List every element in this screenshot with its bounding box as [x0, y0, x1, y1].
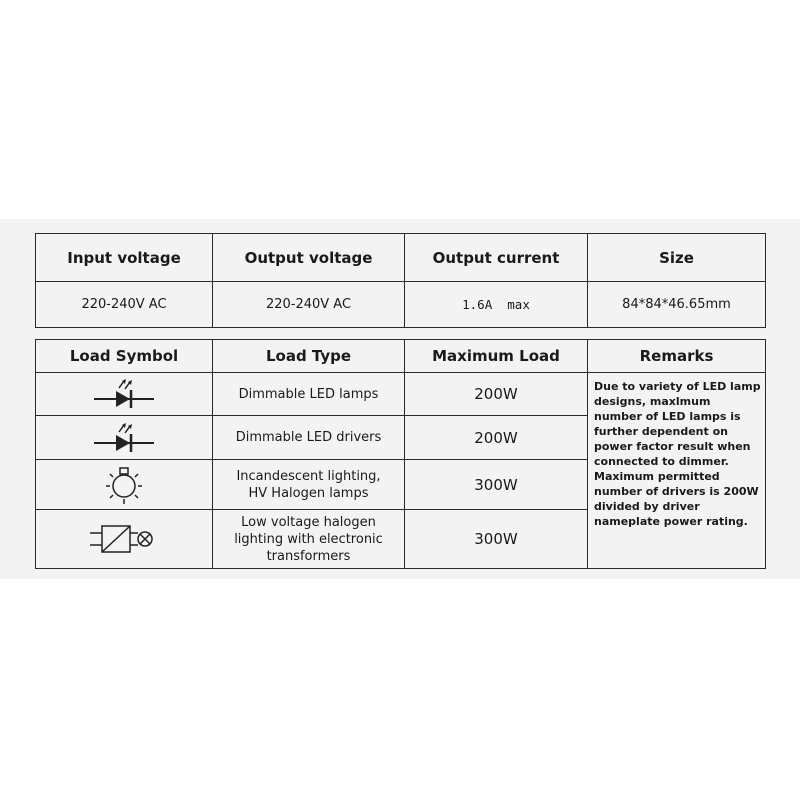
max-load-value: 200W — [405, 373, 588, 416]
max-load-value: 300W — [405, 460, 588, 510]
transformer-lamp-icon — [88, 519, 160, 559]
load-symbol-cell — [36, 460, 213, 510]
maximum-load-header: Maximum Load — [405, 340, 588, 373]
load-type-cell — [213, 373, 405, 416]
size-header: Size — [588, 234, 766, 282]
led-lamp-icon — [92, 379, 156, 409]
load-type-line: HV Halogen lamps — [248, 485, 369, 501]
load-type-line: Low voltage halogen — [241, 514, 376, 530]
load-symbol-cell — [36, 510, 213, 569]
load-header-row — [36, 340, 766, 373]
output-voltage-header: Output voltage — [213, 234, 405, 282]
load-type-line: Dimmable LED drivers — [235, 430, 382, 445]
load-symbol-cell — [36, 416, 213, 460]
remarks-header: Remarks — [588, 340, 766, 373]
size-value: 84*84*46.65mm — [588, 282, 766, 328]
load-row — [36, 373, 766, 416]
output-voltage-value: 220-240V AC — [213, 282, 405, 328]
load-type-line: Dimmable LED lamps — [238, 386, 379, 402]
incandescent-bulb-icon — [102, 465, 146, 505]
spec-header-row — [36, 234, 766, 282]
max-load-value: 300W — [405, 510, 588, 569]
load-symbol-header: Load Symbol — [36, 340, 213, 373]
remarks-paragraph: Due to variety of LED lamp designs, maxlmum number of LED lamps is further dependent on power factor result when connected to dimmer. — [594, 380, 761, 468]
input-voltage-header: Input voltage — [36, 234, 213, 282]
input-voltage-value: 220-240V AC — [36, 282, 213, 328]
remarks-cell — [588, 373, 766, 569]
spec-table — [35, 233, 766, 328]
load-type-line: transformers — [266, 548, 351, 564]
load-symbol-cell — [36, 373, 213, 416]
load-type-cell — [213, 510, 405, 569]
load-type-cell — [213, 416, 405, 460]
output-current-header: Output current — [405, 234, 588, 282]
load-type-cell — [213, 460, 405, 510]
led-driver-icon — [92, 423, 156, 453]
spec-value-row — [36, 282, 766, 328]
load-type-line: Incandescent lighting, — [236, 468, 381, 484]
load-table — [35, 339, 766, 569]
remarks-paragraph: Maximum permitted number of drivers is 200W divided by driver nameplate power rating. — [594, 470, 759, 528]
max-load-value: 200W — [405, 416, 588, 460]
output-current-value: 1.6A max — [405, 282, 588, 328]
load-type-line: lighting with electronic — [234, 531, 383, 547]
load-type-header: Load Type — [213, 340, 405, 373]
